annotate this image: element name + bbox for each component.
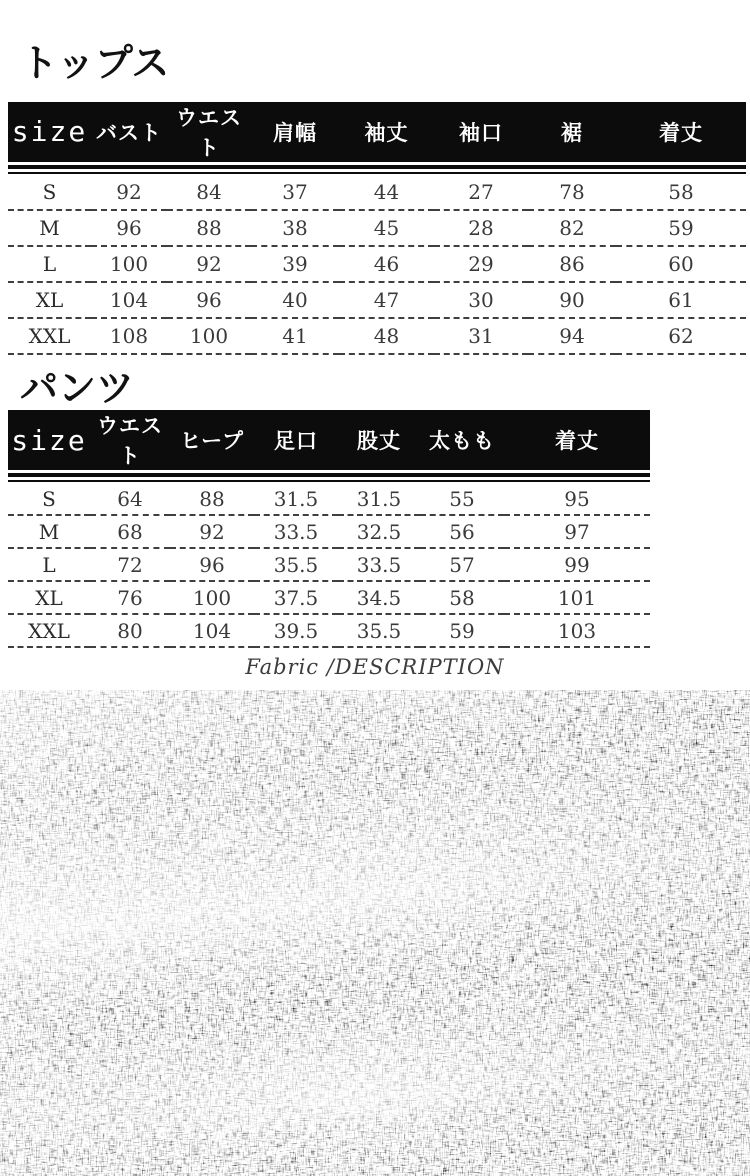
measurement-cell: 82 bbox=[528, 210, 616, 246]
measurement-cell: 76 bbox=[90, 581, 170, 614]
measurement-cell: 30 bbox=[434, 282, 528, 318]
measurement-cell: 78 bbox=[528, 175, 616, 210]
size-cell: L bbox=[8, 548, 90, 581]
measurement-cell: 35.5 bbox=[338, 614, 420, 647]
measurement-cell: 101 bbox=[504, 581, 650, 614]
measurement-cell: 64 bbox=[90, 483, 170, 515]
measurement-cell: 103 bbox=[504, 614, 650, 647]
size-cell: XXL bbox=[8, 318, 91, 354]
measurement-cell: 88 bbox=[167, 210, 251, 246]
measurement-cell: 44 bbox=[339, 175, 434, 210]
tops-row-s bbox=[8, 175, 746, 210]
fabric-bottom-left-shadow bbox=[0, 690, 750, 1176]
pants-row-m bbox=[8, 515, 650, 548]
measurement-cell: 96 bbox=[91, 210, 167, 246]
measurement-cell: 96 bbox=[170, 548, 254, 581]
pants-column-header-thigh: 太もも bbox=[420, 410, 504, 470]
pants-column-header-rise: 股丈 bbox=[338, 410, 420, 470]
measurement-cell: 32.5 bbox=[338, 515, 420, 548]
measurement-cell: 80 bbox=[90, 614, 170, 647]
size-cell: XL bbox=[8, 282, 91, 318]
measurement-cell: 33.5 bbox=[254, 515, 338, 548]
pants-column-header-hip: ヒープ bbox=[170, 410, 254, 470]
measurement-cell: 68 bbox=[90, 515, 170, 548]
tops-header-row bbox=[8, 102, 746, 162]
tops-double-rule bbox=[8, 162, 746, 175]
measurement-cell: 28 bbox=[434, 210, 528, 246]
tops-section-title: トップス bbox=[20, 40, 170, 85]
size-cell: XXL bbox=[8, 614, 90, 647]
pants-row-l bbox=[8, 548, 650, 581]
fabric-description-caption: Fabric /DESCRIPTION bbox=[245, 655, 505, 680]
measurement-cell: 48 bbox=[339, 318, 434, 354]
size-cell: L bbox=[8, 246, 91, 282]
measurement-cell: 62 bbox=[616, 318, 746, 354]
measurement-cell: 29 bbox=[434, 246, 528, 282]
tops-row-xl bbox=[8, 282, 746, 318]
tops-row-l bbox=[8, 246, 746, 282]
measurement-cell: 46 bbox=[339, 246, 434, 282]
measurement-cell: 99 bbox=[504, 548, 650, 581]
measurement-cell: 58 bbox=[616, 175, 746, 210]
size-cell: M bbox=[8, 515, 90, 548]
measurement-cell: 60 bbox=[616, 246, 746, 282]
pants-row-xl bbox=[8, 581, 650, 614]
measurement-cell: 92 bbox=[91, 175, 167, 210]
tops-row-m bbox=[8, 210, 746, 246]
measurement-cell: 39 bbox=[251, 246, 339, 282]
size-cell: XL bbox=[8, 581, 90, 614]
measurement-cell: 97 bbox=[504, 515, 650, 548]
measurement-cell: 41 bbox=[251, 318, 339, 354]
measurement-cell: 40 bbox=[251, 282, 339, 318]
tops-column-header-waist: ウエスト bbox=[167, 102, 251, 162]
tops-column-header-length: 着丈 bbox=[616, 102, 746, 162]
measurement-cell: 94 bbox=[528, 318, 616, 354]
measurement-cell: 108 bbox=[91, 318, 167, 354]
pants-section-title: パンツ bbox=[20, 364, 135, 410]
fabric-photo bbox=[0, 690, 750, 1176]
measurement-cell: 84 bbox=[167, 175, 251, 210]
measurement-cell: 45 bbox=[339, 210, 434, 246]
measurement-cell: 39.5 bbox=[254, 614, 338, 647]
pants-column-header-waist: ウエスト bbox=[90, 410, 170, 470]
measurement-cell: 59 bbox=[420, 614, 504, 647]
measurement-cell: 37 bbox=[251, 175, 339, 210]
size-cell: S bbox=[8, 175, 91, 210]
measurement-cell: 59 bbox=[616, 210, 746, 246]
size-cell: S bbox=[8, 483, 90, 515]
measurement-cell: 31.5 bbox=[338, 483, 420, 515]
measurement-cell: 37.5 bbox=[254, 581, 338, 614]
tops-row-xxl bbox=[8, 318, 746, 354]
measurement-cell: 33.5 bbox=[338, 548, 420, 581]
measurement-cell: 104 bbox=[170, 614, 254, 647]
measurement-cell: 47 bbox=[339, 282, 434, 318]
size-cell: M bbox=[8, 210, 91, 246]
measurement-cell: 27 bbox=[434, 175, 528, 210]
pants-column-header-leg-opening: 足口 bbox=[254, 410, 338, 470]
measurement-cell: 100 bbox=[167, 318, 251, 354]
pants-column-header-length: 着丈 bbox=[504, 410, 650, 470]
measurement-cell: 88 bbox=[170, 483, 254, 515]
measurement-cell: 92 bbox=[170, 515, 254, 548]
measurement-cell: 35.5 bbox=[254, 548, 338, 581]
measurement-cell: 57 bbox=[420, 548, 504, 581]
measurement-cell: 55 bbox=[420, 483, 504, 515]
measurement-cell: 96 bbox=[167, 282, 251, 318]
measurement-cell: 100 bbox=[170, 581, 254, 614]
pants-row-xxl bbox=[8, 614, 650, 647]
pants-double-rule bbox=[8, 470, 650, 483]
tops-column-header-sleeve-length: 袖丈 bbox=[339, 102, 434, 162]
tops-column-header-cuff: 袖口 bbox=[434, 102, 528, 162]
fabric-texture-svg bbox=[0, 690, 750, 1176]
pants-column-header-size: size bbox=[8, 410, 90, 470]
measurement-cell: 104 bbox=[91, 282, 167, 318]
tops-column-header-hem: 裾 bbox=[528, 102, 616, 162]
measurement-cell: 90 bbox=[528, 282, 616, 318]
measurement-cell: 31.5 bbox=[254, 483, 338, 515]
measurement-cell: 95 bbox=[504, 483, 650, 515]
tops-column-header-shoulder: 肩幅 bbox=[251, 102, 339, 162]
measurement-cell: 31 bbox=[434, 318, 528, 354]
measurement-cell: 38 bbox=[251, 210, 339, 246]
measurement-cell: 92 bbox=[167, 246, 251, 282]
pants-header-row bbox=[8, 410, 650, 470]
tops-column-header-bust: バスト bbox=[91, 102, 167, 162]
measurement-cell: 72 bbox=[90, 548, 170, 581]
measurement-cell: 61 bbox=[616, 282, 746, 318]
measurement-cell: 56 bbox=[420, 515, 504, 548]
measurement-cell: 58 bbox=[420, 581, 504, 614]
tops-size-table bbox=[8, 102, 746, 355]
measurement-cell: 100 bbox=[91, 246, 167, 282]
tops-column-header-size: size bbox=[8, 102, 91, 162]
pants-row-s bbox=[8, 483, 650, 515]
measurement-cell: 86 bbox=[528, 246, 616, 282]
measurement-cell: 34.5 bbox=[338, 581, 420, 614]
pants-size-table bbox=[8, 410, 650, 648]
